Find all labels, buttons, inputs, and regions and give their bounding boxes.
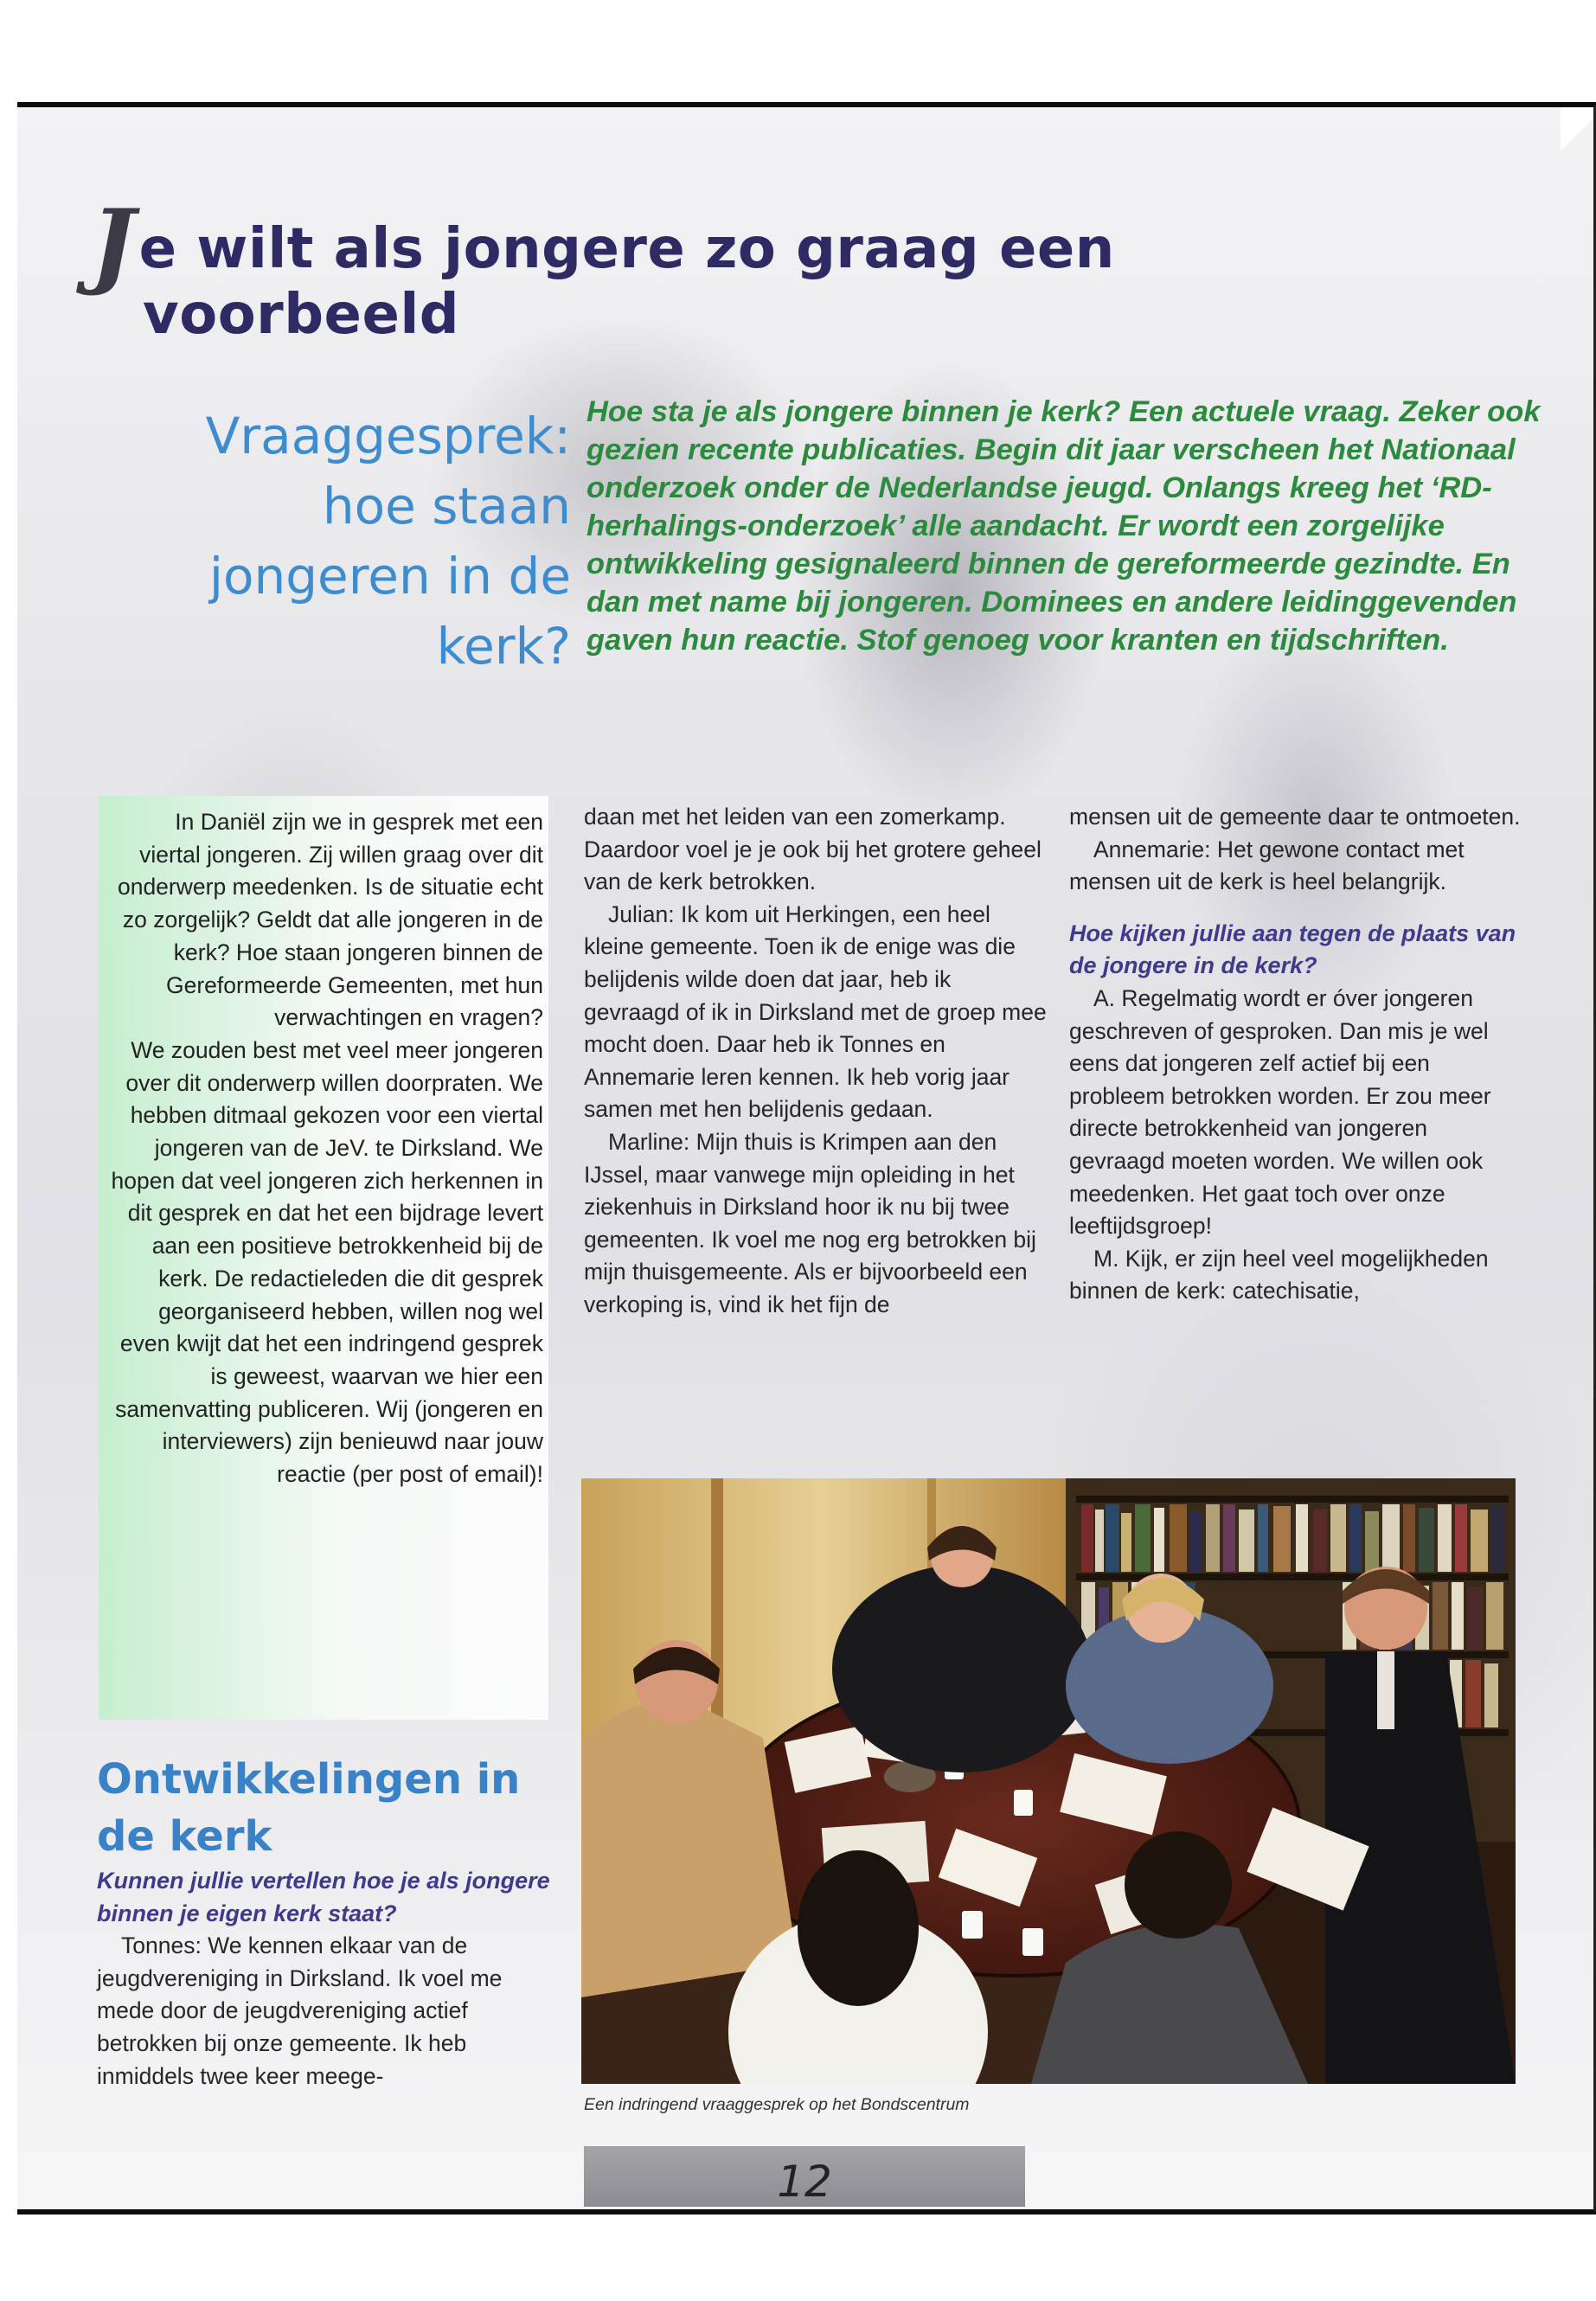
column-1-paragraph: Tonnes: We kennen elkaar van de jeugdvereniging in Dirksland. Ik voel me mede door de jeugdvereniging actief betrokken bij onze gemeente. Ik heb inmiddels twee keer meege- <box>97 1932 503 2089</box>
subhead-line-1: Vraaggesprek: <box>205 407 571 465</box>
question-2: Hoe kijken jullie aan tegen de plaats van de jongere in de kerk? <box>1069 920 1516 979</box>
column-2-paragraph-1: daan met het leiden van een zomerkamp. Daardoor voel je je ook bij het grotere geheel van de kerk betrokken. <box>584 804 1042 895</box>
page-number: 12 <box>777 2157 832 2207</box>
title-line-1: e wilt als jongere zo graag een <box>138 217 1115 281</box>
subhead-line-3: jongeren in de <box>208 547 571 606</box>
column-3 <box>1069 801 1528 1308</box>
column-1 <box>97 1865 560 2093</box>
page-corner <box>1561 107 1595 159</box>
interview-photo <box>581 1478 1516 2084</box>
column-3-paragraph-3: A. Regelmatig wordt er óver jongeren geschreven of gesproken. Dan mis je wel eens dat jongeren zelf actief bij een probleem betrokken worden. Er zou meer directe betrokkenheid van jongeren gevraagd moeten worden. We willen ook meedenken. Het gaat toch over onze leeftijdsgroep! <box>1069 984 1491 1240</box>
subhead-line-2: hoe staan <box>322 477 571 535</box>
column-3-paragraph-1: mensen uit de gemeente daar te ontmoeten. <box>1069 804 1521 830</box>
column-3-paragraph-2: Annemarie: Het gewone contact met mensen uit de kerk is heel belangrijk. <box>1069 836 1465 895</box>
column-3-paragraph-4: M. Kijk, er zijn heel veel mogelijkheden binnen de kerk: catechisatie, <box>1069 1245 1489 1304</box>
sidebox-paragraph-1: In Daniël zijn we in gesprek met een viertal jongeren. Zij willen graag over dit onderwerp meedenken. Is de situatie echt zo zorgelijk? Geldt dat alle jongeren in de kerk? Hoe staan jongeren binnen de Gereformeerde Gemeenten, met hun verwachtingen en vragen? <box>117 809 543 1031</box>
column-2-paragraph-3: Marline: Mijn thuis is Krimpen aan den IJssel, maar vanwege mijn opleiding in het ziekenhuis in Dirksland hoor ik nu bij twee gemeenten. Ik voel me nog erg betrokken bij mijn thuisgemeente. Als er bijvoorbeeld een verkoping is, vind ik het fijn de <box>584 1128 1036 1317</box>
magazine-page <box>17 102 1596 2214</box>
column-2 <box>584 801 1051 1322</box>
sidebox-paragraph-2: We zouden best met veel meer jongeren over dit onderwerp willen doorpraten. We hebben ditmaal gekozen voor een viertal jongeren van de JeV. te Dirksland. We hopen dat veel jongeren zich herkennen in dit gesprek en dat het een bijdrage levert aan een positieve betrokkenheid bij de kerk. De redactieleden die dit gesprek georganiseerd hebben, willen nog wel even kwijt dat het een indringend gesprek is geweest, waarvan we hier een samenvatting publiceren. Wij (jongeren en interviewers) zijn benieuwd naar jouw reactie (per post of email)! <box>111 1036 543 1488</box>
question-1: Kunnen jullie vertellen hoe je als jongere binnen je eigen kerk staat? <box>97 1868 550 1926</box>
title-line-2: voorbeeld <box>143 283 460 347</box>
intro-sidebox <box>99 796 548 1720</box>
title-dropcap: J <box>91 189 136 298</box>
section-heading: Ontwikkelingen in de kerk <box>97 1755 521 1861</box>
column-2-paragraph-2: Julian: Ik kom uit Herkingen, een heel kleine gemeente. Toen ik de enige was die belijdenis wilde doen dat jaar, heb ik gevraagd of ik in Dirksland met de groep mee mocht doen. Daar heb ik Tonnes en Annemarie leren kennen. Ik heb vorig jaar samen met hen belijdenis gedaan. <box>584 901 1047 1123</box>
interview-photo-illustration <box>581 1478 1516 2084</box>
intro-paragraph: Hoe sta je als jongere binnen je kerk? Een actuele vraag. Zeker ook gezien recente publicaties. Begin dit jaar verscheen het Nationaal onderzoek onder de Nederlandse jeugd. Onlangs kreeg het ‘RD-herhalings-onderzoek’ alle aandacht. Er wordt een zorgelijke ontwikkeling gesignaleerd binnen de gereformeerde gezindte. En dan met name bij jongeren. Dominees en andere leidinggevenden gaven hun reactie. Stof genoeg voor kranten en tijdschriften. <box>586 395 1541 657</box>
subhead-line-4: kerk? <box>436 617 571 676</box>
page-number-bar <box>584 2146 1025 2207</box>
photo-caption: Een indringend vraaggesprek op het Bondscentrum <box>584 2095 970 2114</box>
article-subhead <box>121 401 571 682</box>
article-title <box>91 189 1215 348</box>
